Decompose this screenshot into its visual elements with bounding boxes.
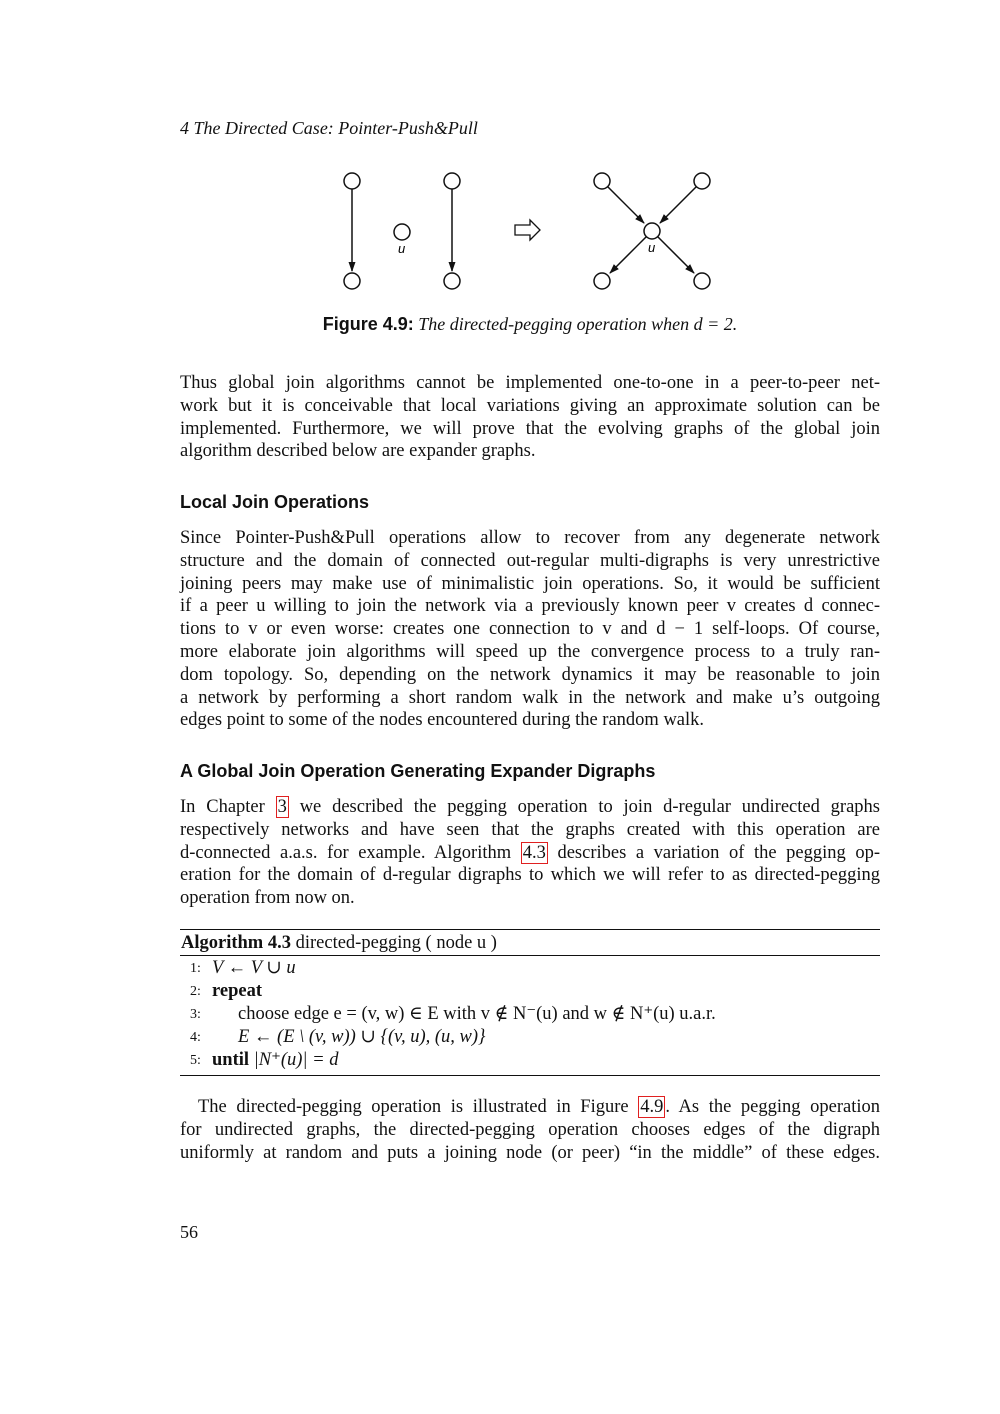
node xyxy=(344,273,360,289)
paragraph-4 xyxy=(180,1096,880,1164)
text-line: for undirected graphs, the directed-pegging operation chooses edges of the digraph xyxy=(180,1119,880,1140)
text-line: edges point to some of the nodes encountered during the random walk. xyxy=(180,710,705,731)
algorithm-line: 2: repeat xyxy=(190,981,262,1001)
text-line: uniformly at random and puts a joining node (or peer) “in the middle” of these edges. xyxy=(180,1142,880,1163)
chapter-ref-link[interactable]: 3 xyxy=(277,797,287,817)
text-line: The directed-pegging operation is illustrated in Figure 4.9 . As the pegging operation xyxy=(198,1097,880,1117)
algorithm-line: 1: V ← V ∪ u xyxy=(190,958,296,978)
page-number: 56 xyxy=(180,1222,198,1242)
edge-arrow xyxy=(610,237,646,273)
text-line: more elaborate join algorithms will speed up the convergence process to a truly ran- xyxy=(180,641,880,662)
algorithm-line: 5: until |N⁺(u)| = d xyxy=(190,1050,339,1070)
paragraph-1 xyxy=(180,372,880,463)
algorithm-title xyxy=(180,930,880,956)
node xyxy=(344,173,360,189)
text-line: respectively networks and have seen that the graphs created with this operation are xyxy=(180,819,880,840)
algorithm-line: 3: choose edge e = (v, w) ∈ E with v ∉ N⁻(u) and w ∉ N⁺(u) u.a.r. xyxy=(190,1004,716,1024)
edge-arrow xyxy=(658,237,694,273)
text-line: tions to v or even worse: creates one connection to v and d − 1 self-loops. Of course, xyxy=(180,619,880,640)
edge-arrow xyxy=(608,187,644,223)
text-line: operation from now on. xyxy=(180,888,355,909)
text-line: In Chapter 3 we described the pegging operation to join d-regular undirected graphs xyxy=(180,797,880,817)
node-u-label: u xyxy=(398,241,406,256)
node-u xyxy=(394,224,410,240)
node xyxy=(444,173,460,189)
section-heading: Local Join Operations xyxy=(180,492,370,512)
node-u xyxy=(644,223,660,239)
algorithm-name: directed-pegging ( node u ) xyxy=(295,933,497,953)
text-line: implemented. Furthermore, we will prove that the evolving graphs of the global join xyxy=(180,418,880,439)
algorithm-box xyxy=(180,929,880,1076)
paragraph-3 xyxy=(180,796,880,910)
text-line: work but it is conceivable that local variations giving an approximate solution can be xyxy=(180,395,880,416)
text-line: dom topology. So, depending on the network dynamics it may be reasonable to join xyxy=(180,664,880,685)
node xyxy=(694,173,710,189)
text-line: Thus global join algorithms cannot be implemented one-to-one in a peer-to-peer net- xyxy=(180,373,880,393)
text-line: structure and the domain of connected out-regular multi-digraphs is very unrestrictive xyxy=(180,550,880,571)
text-line: Since Pointer-Push&Pull operations allow to recover from any degenerate network xyxy=(180,528,880,548)
directed-pegging-figure xyxy=(330,165,730,300)
running-header: 4 The Directed Case: Pointer-Push&Pull xyxy=(180,118,478,138)
algorithm-label: Algorithm 4.3 xyxy=(181,933,291,953)
text-line: a network by performing a short random walk in the network and make u’s outgoing xyxy=(180,687,880,708)
text-line: eration for the domain of d-regular digraphs to which we will refer to as directed-pegging xyxy=(180,865,880,886)
algorithm-line: 4: E ← (E \ (v, w)) ∪ {(v, u), (u, w)} xyxy=(190,1027,486,1047)
figure-ref-link[interactable]: 4.9 xyxy=(640,1097,664,1117)
text-line: joining peers may make use of minimalistic join operations. So, it would be sufficient xyxy=(180,573,880,594)
edge-arrow xyxy=(660,187,696,223)
algorithm-ref-link[interactable]: 4.3 xyxy=(522,842,546,863)
node-u-label: u xyxy=(648,240,656,255)
figure-caption-text: The directed-pegging operation when d = 2. xyxy=(418,314,738,334)
text-line: algorithm described below are expander graphs. xyxy=(180,441,536,462)
node xyxy=(694,273,710,289)
node xyxy=(444,273,460,289)
figure-caption-label: Figure 4.9: xyxy=(322,314,414,334)
implies-arrow-icon xyxy=(515,220,540,240)
section-heading: A Global Join Operation Generating Expander Digraphs xyxy=(180,761,656,781)
figure-caption xyxy=(180,314,880,335)
text-line: if a peer u willing to join the network via a previously known peer v creates d connec- xyxy=(180,596,880,617)
node xyxy=(594,273,610,289)
text-line: d-connected a.a.s. for example. Algorithm 4.3 describes a variation of the pegging op- xyxy=(180,842,881,863)
paragraph-2 xyxy=(180,527,880,732)
node xyxy=(594,173,610,189)
